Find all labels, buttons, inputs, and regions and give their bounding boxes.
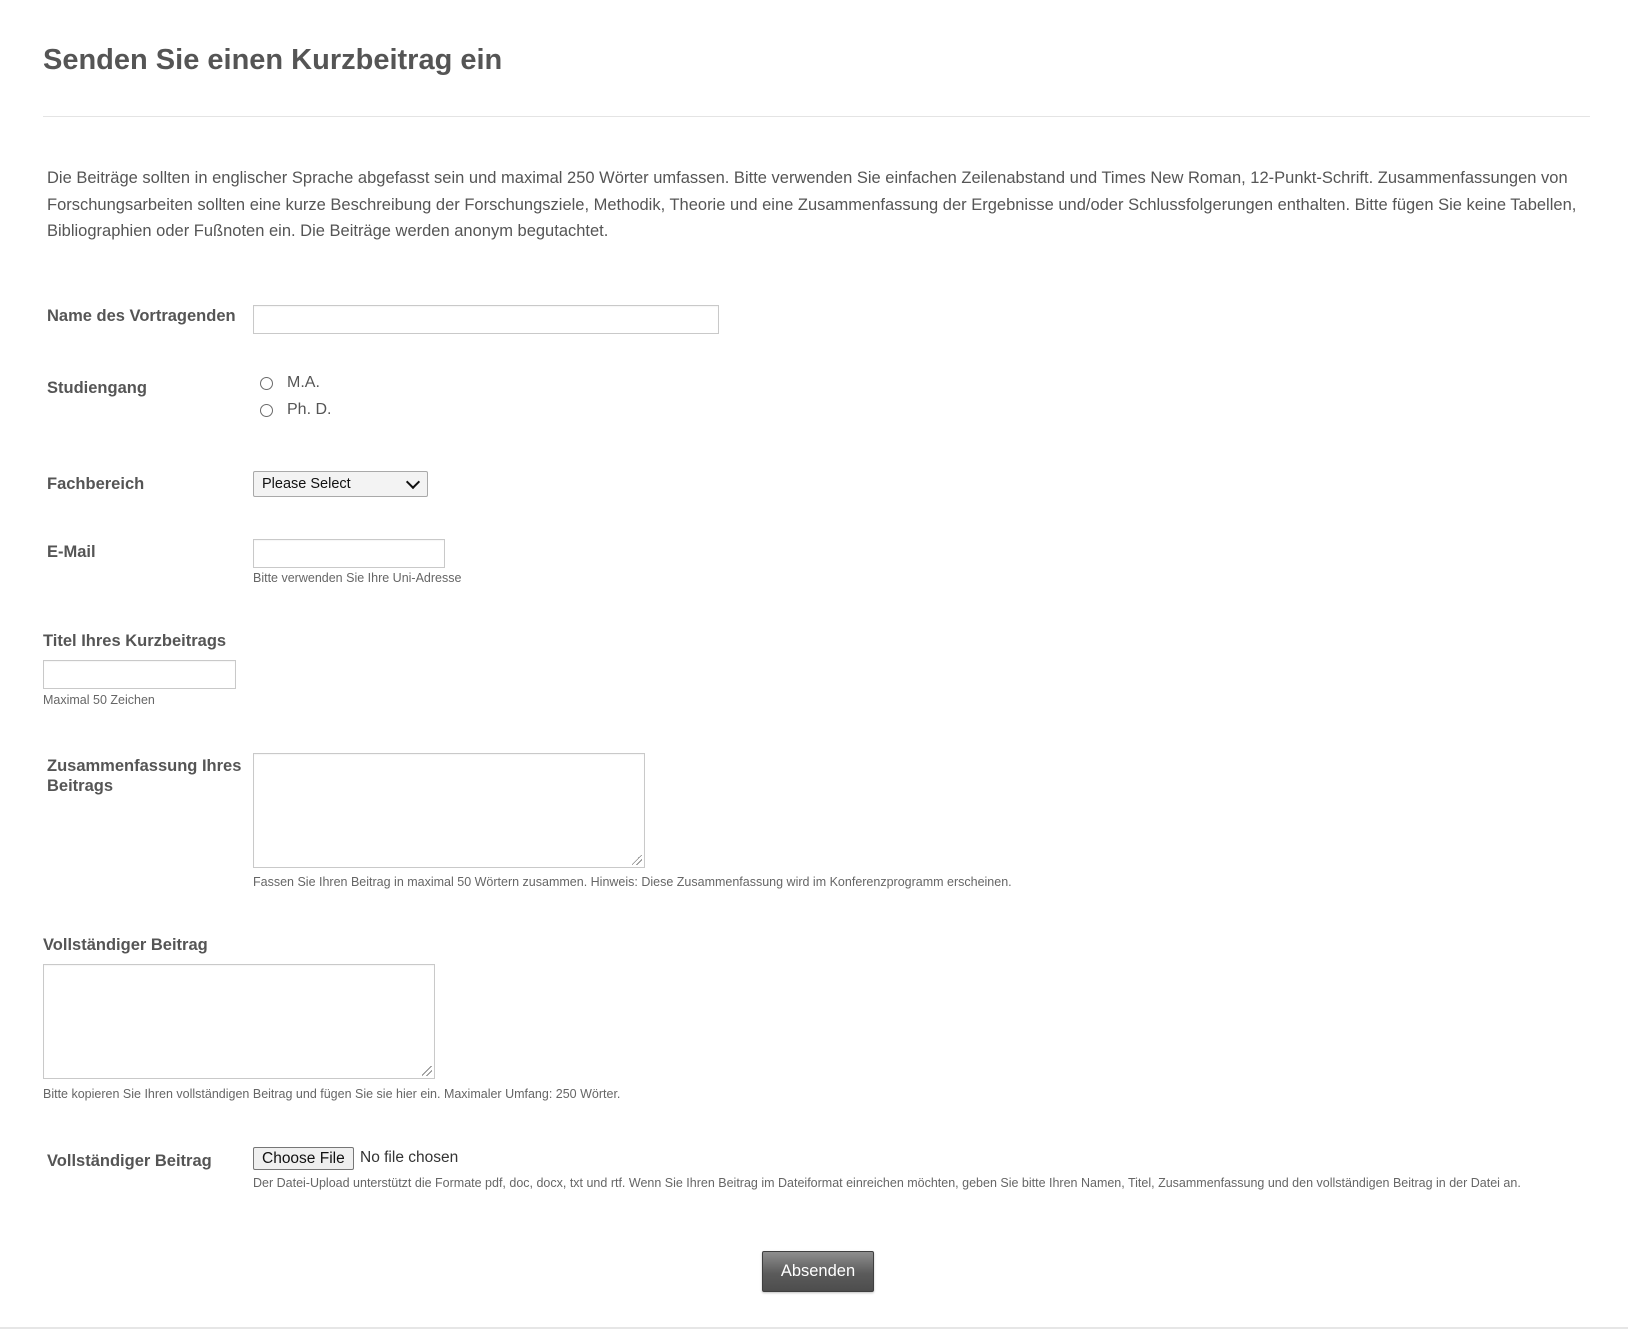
degree-option-phd[interactable] (260, 401, 331, 419)
full-text-hint: Bitte kopieren Sie Ihren vollständigen Beitrag und fügen Sie sie hier ein. Maximaler Umfang: 250 Wörter. (43, 1087, 621, 1101)
degree-option-ma[interactable] (260, 374, 320, 392)
radio-button-phd[interactable] (260, 404, 273, 417)
department-select[interactable] (253, 471, 428, 497)
department-select-value: Please Select (262, 476, 351, 492)
page-title: Senden Sie einen Kurzbeitrag ein (43, 44, 503, 76)
chevron-down-icon (406, 474, 420, 488)
choose-file-button[interactable]: Choose File (253, 1147, 354, 1170)
presenter-name-input[interactable] (253, 305, 719, 334)
title-divider (43, 116, 1590, 117)
presenter-name-label: Name des Vortragenden (47, 307, 236, 325)
radio-button-ma[interactable] (260, 377, 273, 390)
degree-label: Studiengang (47, 379, 147, 397)
email-label: E-Mail (47, 543, 96, 561)
summary-label: Zusammenfassung Ihres Beitrags (47, 757, 242, 795)
degree-option-ma-label: M.A. (287, 374, 320, 391)
full-text-textarea[interactable] (43, 964, 435, 1079)
email-input[interactable] (253, 539, 445, 568)
intro-text: Die Beiträge sollten in englischer Sprache abgefasst sein und maximal 250 Wörter umfassen. Bitte verwenden Sie einfachen Zeilenabstand und Times New Roman, 12-Punkt-Schrift. Zusammenfassungen von Forschungsarbeiten sollten eine kurze Beschreibung der Forschungsziele, Methodik, Theorie und eine Zusammenfassung der Ergebnisse und/oder Schlussfolgerungen enthalten. Bitte fügen Sie keine Tabellen, Bibliographien oder Fußnoten ein. Die Beiträge werden anonym begutachtet. (47, 169, 1577, 240)
paper-title-hint: Maximal 50 Zeichen (43, 693, 155, 707)
submit-button[interactable]: Absenden (762, 1251, 874, 1292)
paper-title-input[interactable] (43, 660, 236, 689)
paper-title-label: Titel Ihres Kurzbeitrags (43, 632, 227, 650)
file-upload-label: Vollständiger Beitrag (47, 1152, 212, 1170)
email-hint: Bitte verwenden Sie Ihre Uni-Adresse (253, 571, 462, 585)
department-label: Fachbereich (47, 475, 145, 493)
full-text-label: Vollständiger Beitrag (43, 936, 208, 954)
resize-handle-icon[interactable] (422, 1066, 432, 1076)
resize-handle-icon[interactable] (632, 855, 642, 865)
summary-textarea[interactable] (253, 753, 645, 868)
degree-option-phd-label: Ph. D. (287, 401, 332, 418)
summary-hint: Fassen Sie Ihren Beitrag in maximal 50 Wörtern zusammen. Hinweis: Diese Zusammenfassung wird im Konferenzprogramm erscheinen. (253, 875, 1012, 889)
file-status-text: No file chosen (360, 1149, 459, 1166)
file-upload-hint: Der Datei-Upload unterstützt die Formate pdf, doc, docx, txt und rtf. Wenn Sie Ihren Beitrag im Dateiformat einreichen möchten, geben Sie bitte Ihren Namen, Titel, Zusammenfassung und den vollständigen Beitrag in der Datei an. (253, 1176, 1521, 1190)
